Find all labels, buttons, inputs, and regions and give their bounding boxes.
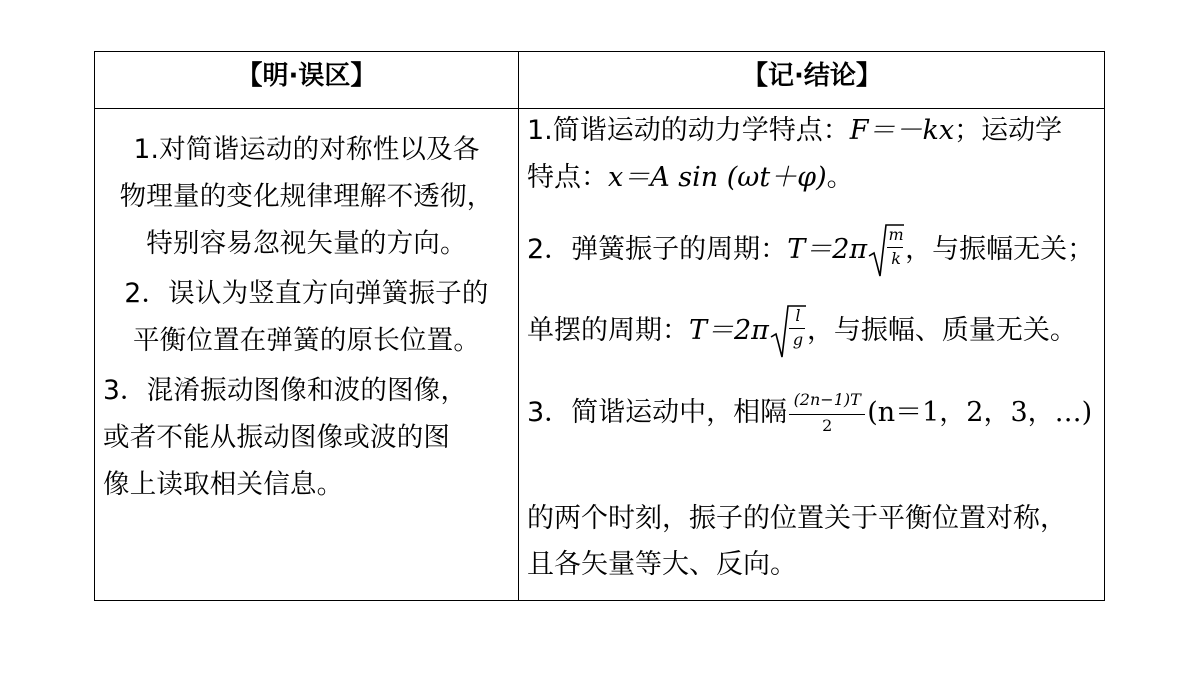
sqrt-m-over-k: $\frac{m}{k}$	[867, 222, 905, 280]
header-misconceptions: 【明·误区】	[236, 61, 377, 91]
formula-pendulum-period: T＝2π	[689, 315, 769, 346]
formula-displacement: x＝A sin (ωt＋φ)	[608, 162, 827, 193]
conclusion-3-line-2: 的两个时刻，振子的位置关于平衡位置对称，	[527, 503, 1067, 534]
sqrt-l-over-g: $\frac{l}{g}$	[769, 303, 807, 361]
conclusion-1-line-1: 1.简谐运动的动力学特点：F＝－kx；运动学	[527, 115, 1063, 146]
misconception-2-line-1: 2．误认为竖直方向弹簧振子的	[124, 278, 489, 309]
conclusion-1-line-2: 特点：x＝A sin (ωt＋φ)。	[527, 162, 854, 193]
conclusion-3-line-1: 3．简谐运动中，相隔 $\frac{(2n-1)T}{2}$ (n＝1，2，3，…)	[527, 385, 1092, 441]
misconception-2-line-2: 平衡位置在弹簧的原长位置。	[132, 325, 481, 356]
formula-spring-period: T＝2π	[787, 234, 868, 265]
conclusion-2-line-1: 2．弹簧振子的周期：T＝2π $\frac{m}{k}$ ，与振幅无关；	[527, 219, 1094, 281]
fraction-half-period: $\frac{(2n-1)T}{2}$	[787, 389, 867, 439]
misconception-1-line-2: 物理量的变化规律理解不透彻，	[119, 181, 494, 212]
misconception-3	[95, 367, 518, 508]
misconception-3-line-3: 像上读取相关信息。	[103, 469, 344, 500]
header-conclusions: 【记·结论】	[742, 61, 882, 91]
misconception-3-line-1: 3．混淆振动图像和波的图像，	[103, 375, 468, 406]
conclusion-2-line-2: 单摆的周期：T＝2π $\frac{l}{g}$ ，与振幅、质量无关。	[527, 300, 1077, 362]
comparison-table	[94, 51, 1105, 601]
misconception-2	[95, 270, 518, 364]
misconceptions-cell	[95, 126, 518, 511]
misconception-1-line-1: 1.对简谐运动的对称性以及各	[133, 134, 480, 165]
misconception-1	[95, 126, 518, 267]
misconception-1-line-3: 特别容易忽视矢量的方向。	[146, 228, 467, 259]
column-divider	[518, 52, 519, 600]
misconception-3-line-2: 或者不能从振动图像或波的图	[103, 422, 451, 453]
conclusion-3-line-3: 且各矢量等大、反向。	[527, 549, 797, 580]
formula-force: F＝－kx	[849, 115, 955, 146]
